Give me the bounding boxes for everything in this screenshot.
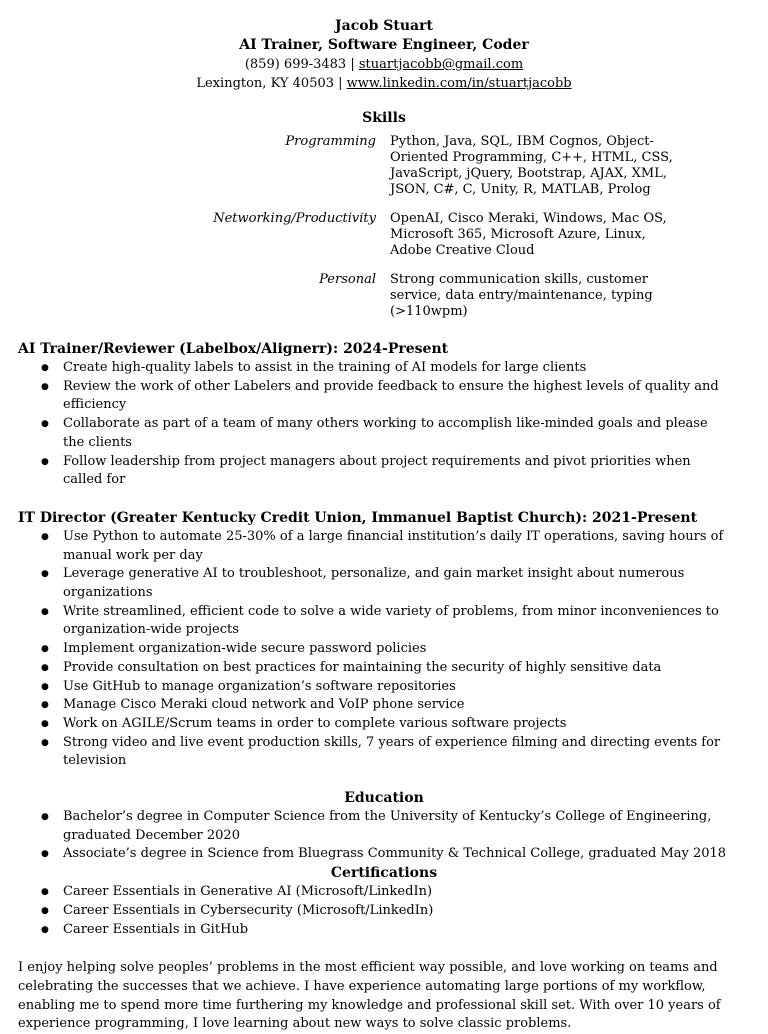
- list-item: ● Career Essentials in GitHub: [63, 921, 750, 940]
- list-item: ● Career Essentials in Cybersecurity (Microsoft/LinkedIn): [63, 902, 750, 921]
- list-item: ● Work on AGILE/Scrum teams in order to complete various software projects: [63, 715, 750, 734]
- row-gap: [18, 198, 680, 211]
- certifications-list: [18, 883, 750, 939]
- contact-line-1: [18, 55, 750, 74]
- separator: |: [346, 57, 359, 72]
- summary-paragraph: I enjoy helping solve peoples’ problems in the most efficient way possible, and love working on teams and celebrating the successes that we achieve. I have experience automating large portions of my workflow, enabling me to spend more time furthering my knowledge and professional skill set. With over 10 years of experience programming, I love learning about new ways to solve classic problems.: [18, 960, 721, 1032]
- certifications-heading: Certifications: [330, 865, 438, 882]
- list-item: ● Manage Cisco Meraki cloud network and VoIP phone service: [63, 696, 750, 715]
- list-item: ● Associate’s degree in Science from Bluegrass Community & Technical College, graduated May 2018: [63, 845, 750, 864]
- job-entry: [18, 340, 750, 490]
- list-item: ● Provide consultation on best practices for maintaining the security of highly sensitive data: [63, 659, 750, 678]
- skill-value: Python, Java, SQL, IBM Cognos, Object-Oriented Programming, C++, HTML, CSS, JavaScript, jQuery, Bootstrap, AJAX, XML, JSON, C#, C, Unity, R, MATLAB, Prolog: [390, 134, 673, 197]
- location: Lexington, KY 40503: [196, 76, 335, 91]
- job-title: IT Director (Greater Kentucky Credit Union, Immanuel Baptist Church): 2021-Present: [18, 509, 698, 526]
- job-bullets: [18, 528, 750, 771]
- row-gap: [18, 259, 680, 272]
- phone-number: (859) 699-3483: [244, 57, 347, 72]
- list-item: ● Collaborate as part of a team of many others working to accomplish like-minded goals and please the clients: [63, 415, 750, 452]
- skill-value: OpenAI, Cisco Meraki, Windows, Mac OS, Microsoft 365, Microsoft Azure, Linux, Adobe Creative Cloud: [390, 211, 667, 258]
- applicant-title: AI Trainer, Software Engineer, Coder: [239, 37, 529, 53]
- applicant-name: Jacob Stuart: [335, 18, 433, 34]
- list-item: ● Review the work of other Labelers and provide feedback to ensure the highest levels of quality and efficiency: [63, 378, 750, 415]
- skills-table: [18, 134, 750, 320]
- skill-category: Programming: [285, 134, 376, 149]
- linkedin-link[interactable]: www.linkedin.com/in/stuartjacobb: [346, 76, 572, 91]
- list-item: ● Career Essentials in Generative AI (Microsoft/LinkedIn): [63, 883, 750, 902]
- list-item: ● Create high-quality labels to assist in the training of AI models for large clients: [63, 359, 750, 378]
- education-heading: Education: [344, 790, 424, 807]
- list-item: ● Implement organization-wide secure password policies: [63, 640, 750, 659]
- education-list: [18, 808, 750, 864]
- email-link[interactable]: stuartjacobb@gmail.com: [358, 57, 524, 72]
- job-bullets: [18, 359, 750, 490]
- skill-value: Strong communication skills, customer service, data entry/maintenance, typing (>110wpm): [390, 272, 653, 319]
- contact-line-2: [18, 74, 750, 93]
- list-item: ● Bachelor’s degree in Computer Science from the University of Kentucky’s College of Engineering, graduated December 2020: [63, 808, 750, 845]
- skills-heading: Skills: [362, 110, 406, 126]
- list-item: ● Strong video and live event production skills, 7 years of experience filming and directing events for television: [63, 734, 750, 771]
- separator: |: [334, 76, 347, 91]
- list-item: ● Use GitHub to manage organization’s software repositories: [63, 678, 750, 697]
- list-item: ● Write streamlined, efficient code to solve a wide variety of problems, from minor inconveniences to organization-wide projects: [63, 603, 750, 640]
- list-item: ● Follow leadership from project managers about project requirements and pivot priorities when called for: [63, 453, 750, 490]
- resume-header: [18, 17, 750, 93]
- job-title: AI Trainer/Reviewer (Labelbox/Alignerr): 2024-Present: [18, 341, 449, 357]
- list-item: ● Use Python to automate 25-30% of a large financial institution’s daily IT operations, saving hours of manual work per day: [63, 528, 750, 565]
- skill-category: Networking/Productivity: [213, 211, 376, 226]
- job-entry: [18, 509, 750, 771]
- list-item: ● Leverage generative AI to troubleshoot, personalize, and gain market insight about numerous organizations: [63, 565, 750, 602]
- skill-category: Personal: [319, 272, 376, 287]
